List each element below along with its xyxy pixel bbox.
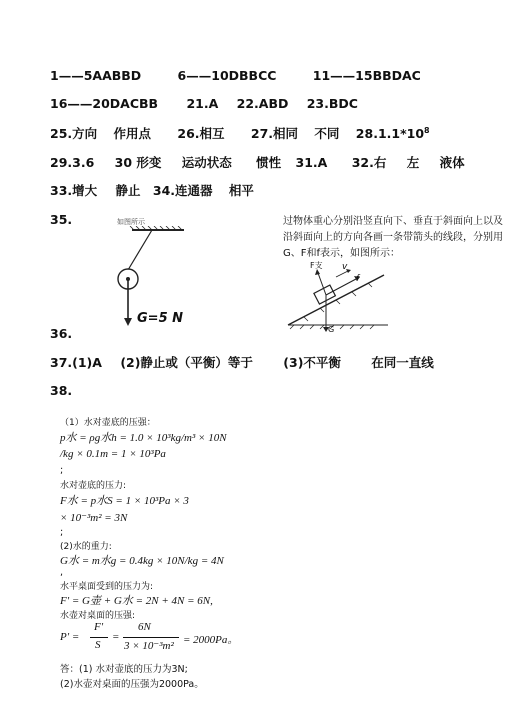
answer-34b: 相平	[228, 183, 254, 198]
sol-line-16: 答：(1) 水对壶底的压力为3N;	[60, 664, 188, 675]
sol-15-num1: F′	[94, 621, 104, 633]
answer-37-2: (2)静止或（平衡）等于	[120, 355, 253, 370]
answer-37-3b: 在同一直线	[371, 355, 434, 370]
answers-row-5	[50, 181, 254, 199]
question-36-label: 36.	[50, 326, 73, 341]
answers-row-4	[50, 153, 465, 171]
answer-11-15: 11——15BBDAC	[312, 68, 421, 83]
sol-line-1: （1）水对壶底的压强：	[60, 418, 156, 428]
sol-line-12: 水平桌面受到的压力为:	[60, 582, 154, 592]
sol-line-8: ;	[60, 527, 64, 538]
answer-16-20: 16——20DACBB	[50, 96, 159, 111]
answer-25b: 作用点	[113, 126, 152, 141]
answer-23: 23.BDC	[306, 96, 358, 111]
answer-37-3a: (3)不平衡	[283, 355, 341, 370]
answers-row-2	[50, 96, 358, 111]
answer-32c: 液体	[439, 155, 465, 170]
sol-line-3: /kg × 0.1m = 1 × 10³Pa	[60, 448, 166, 460]
figure35-force-label: G=5 N	[137, 311, 184, 326]
sol-line-6: F水 = p水S = 1 × 10³Pa × 3	[60, 495, 189, 507]
sol-15-den1: S	[95, 639, 101, 651]
sol-line-11: ,	[60, 567, 64, 578]
sol-15-den2: 3 × 10⁻³m²	[124, 640, 174, 652]
figure36-diagram	[284, 255, 394, 335]
sol-15-num2: 6N	[138, 621, 151, 633]
answer-26: 26.相互	[177, 126, 225, 141]
answer-28-exp: 8	[424, 125, 430, 135]
answer-30a: 30 形变	[114, 155, 162, 170]
sol-line-10: G水 = m水g = 0.4kg × 10N/kg = 4N	[60, 555, 224, 567]
answer-33b: 静止	[115, 183, 141, 198]
answers-row-1	[50, 68, 421, 83]
sol-15-lhs: P′ =	[60, 631, 80, 643]
answers-row-37	[50, 353, 434, 371]
sol-line-17: (2)水壶对桌面的压强为2000Pa。	[60, 679, 204, 690]
answer-21: 21.A	[186, 96, 219, 111]
sol-line-9: (2)水的重力:	[60, 542, 112, 552]
answer-34a: 34.连通器	[152, 183, 213, 198]
sol-line-2: p水 = ρg水h = 1.0 × 10³kg/m³ × 10N	[60, 432, 227, 444]
sol-line-15	[60, 621, 280, 655]
answer-30c: 惯性	[256, 155, 282, 170]
sol-15-rhs: = 2000Pa。	[183, 634, 239, 646]
figure35-caption: 如图所示	[117, 218, 145, 226]
answer-27a: 27.相同	[250, 126, 299, 141]
answer-29: 29.3.6	[50, 155, 95, 170]
figure36-label-f: f	[356, 274, 360, 284]
answer-33a: 33.增大	[50, 183, 98, 198]
answer-32b: 左	[406, 155, 420, 170]
answer-30b: 运动状态	[181, 155, 232, 170]
figure36-label-v: v	[342, 262, 348, 272]
answer-1-5: 1——5AABBD	[50, 68, 142, 83]
sol-line-13: F′ = G壶 + G水 = 2N + 4N = 6N,	[60, 595, 213, 607]
answer-27b: 不同	[314, 126, 340, 141]
answer-6-10: 6——10DBBCC	[177, 68, 277, 83]
answer-28-base: 28.1.1*10	[355, 126, 425, 141]
answers-row-3	[50, 124, 430, 142]
sol-line-4: ;	[60, 465, 64, 476]
figure36-description: 过物体重心分别沿竖直向下、垂直于斜面向上以及沿斜面向上的方向各画一条带箭头的线段，分别用G、F和f表示，如图所示：	[283, 216, 503, 259]
figure36-label-F: F支	[310, 261, 323, 270]
sol-line-5: 水对壶底的压力:	[60, 481, 127, 491]
question-38-label: 38.	[50, 383, 73, 398]
sol-15-frac2-bar	[123, 637, 179, 638]
answer-32a: 32.右	[351, 155, 387, 170]
answer-28	[356, 126, 430, 141]
answer-31: 31.A	[295, 155, 328, 170]
sol-line-7: × 10⁻³m² = 3N	[60, 512, 128, 524]
sol-15-frac1-bar	[90, 637, 108, 638]
figure36-label-G: G	[328, 325, 335, 334]
sol-15-eq: =	[112, 631, 120, 643]
answer-25a: 25.方向	[50, 126, 98, 141]
question-35-label: 35.	[50, 212, 73, 227]
answer-37-1: 37.(1)A	[50, 355, 102, 370]
sol-line-14: 水壶对桌面的压强:	[60, 611, 136, 621]
answer-22: 22.ABD	[236, 96, 289, 111]
